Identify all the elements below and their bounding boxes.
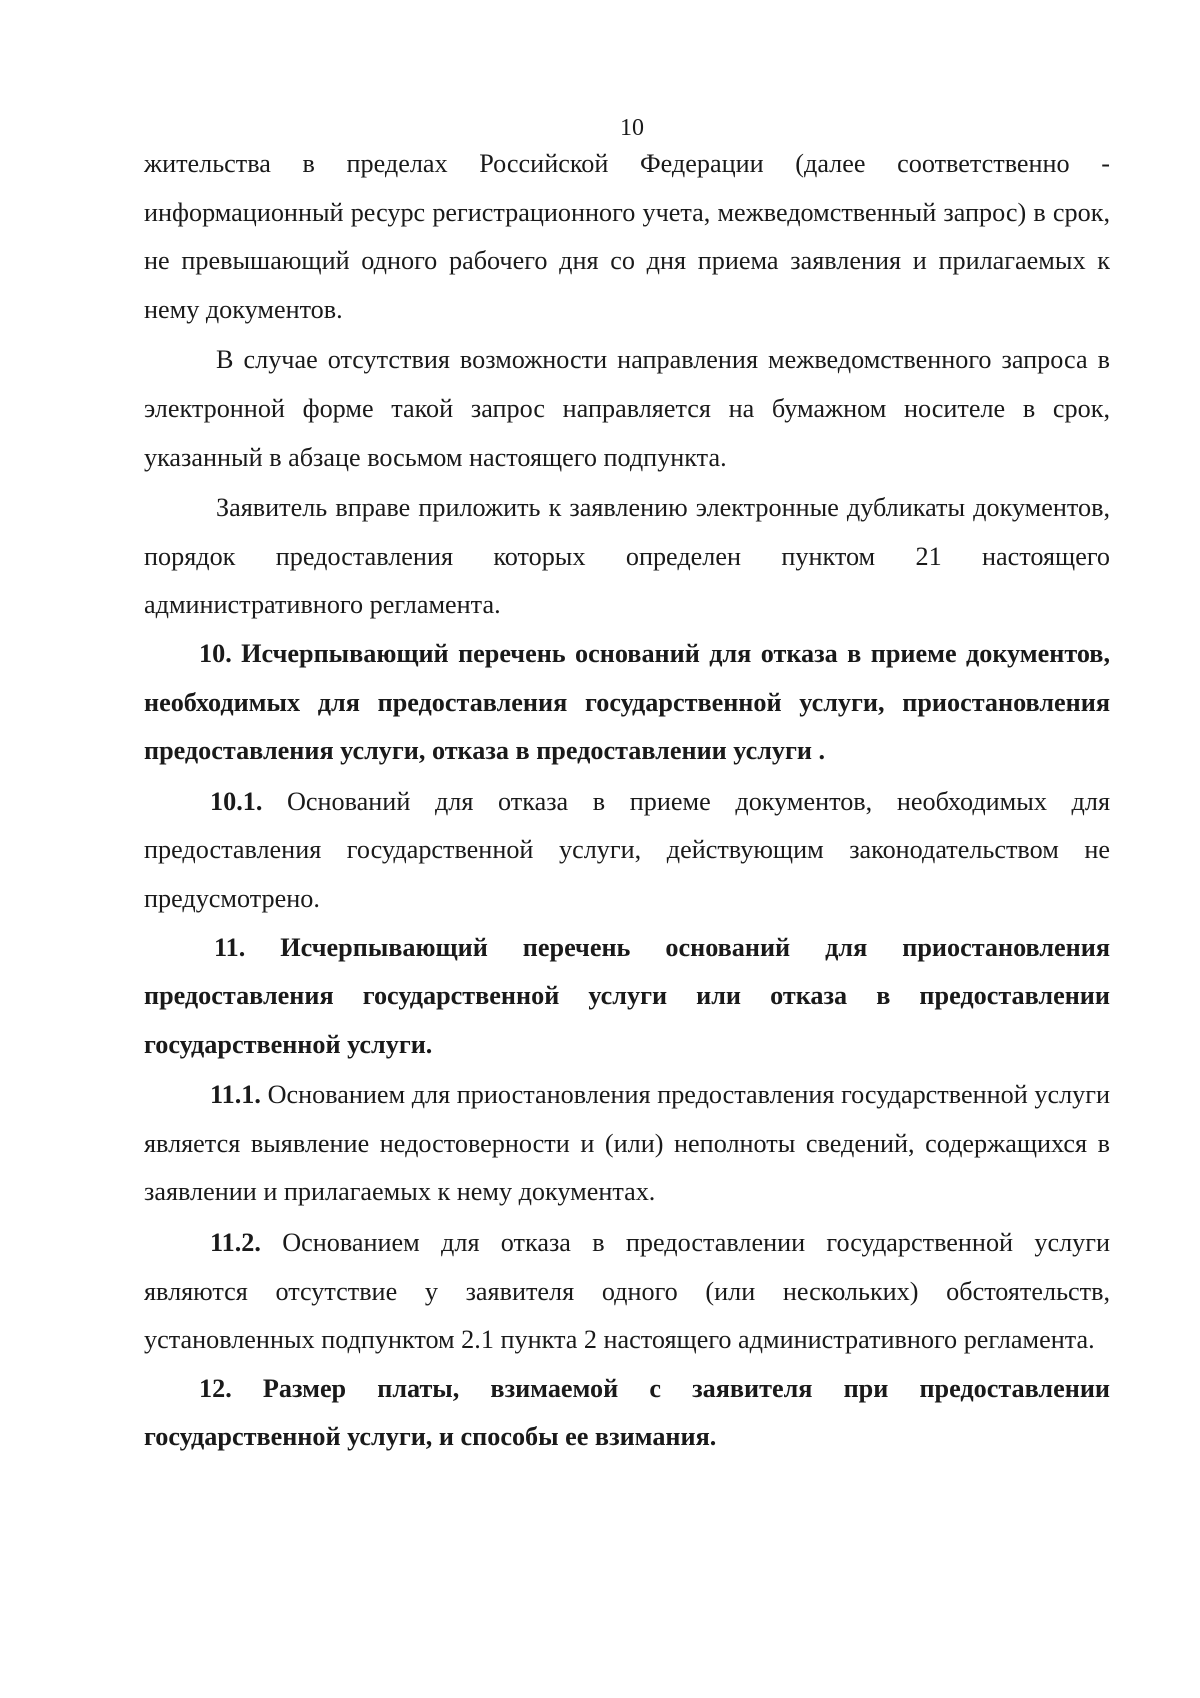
heading-section-11: 11. Исчерпывающий перечень оснований для приостановления предоставления государственной услуги или отказа в предоставлении государственной услуги. — [144, 932, 1110, 1059]
paragraph-10-1 — [144, 778, 1110, 924]
heading-section-12: 12. Размер платы, взимаемой с заявителя при предоставлении государственной услуги, и способы ее взимания. — [144, 1373, 1110, 1452]
paragraph-11-1 — [144, 1071, 1110, 1217]
document-body — [144, 140, 1110, 1462]
item-number-11-1: 11.1. — [210, 1080, 261, 1110]
page-number: 10 — [620, 115, 644, 141]
paragraph-electronic-duplicates: Заявитель вправе приложить к заявлению электронные дубликаты документов, порядок предоставления которых определен пунктом 21 настоящего административного регламента. — [144, 493, 1110, 620]
paragraph-11-2 — [144, 1219, 1110, 1365]
item-number-11-2: 11.2. — [210, 1228, 261, 1258]
item-number-10-1: 10.1. — [210, 786, 263, 816]
paragraph-11-2-text: Основанием для отказа в предоставлении государственной услуги являются отсутствие у заявителя одного (или нескольких) обстоятельств, установленных подпунктом 2.1 пункта 2 настоящего административного регламента. — [144, 1228, 1110, 1355]
heading-section-10: 10. Исчерпывающий перечень оснований для отказа в приеме документов, необходимых для предоставления государственной услуги, приостановления предоставления услуги, отказа в предоставлении услуги . — [144, 638, 1110, 766]
paragraph-11-1-text: Основанием для приостановления предоставления государственной услуги является выявление недостоверности и (или) неполноты сведений, содержащихся в заявлении и прилагаемых к нему документах. — [144, 1080, 1110, 1207]
paragraph-10-1-text: Оснований для отказа в приеме документов, необходимых для предоставления государственной услуги, действующим законодательством не предусмотрено. — [144, 786, 1110, 913]
paragraph-continuation: жительства в пределах Российской Федерации (далее соответственно - информационный ресурс регистрационного учета, межведомственный запрос) в срок, не превышающий одного рабочего дня со дня приема заявления и прилагаемых к нему документов. — [144, 149, 1110, 324]
paragraph-interdepartmental-request: В случае отсутствия возможности направления межведомственного запроса в электронной форме такой запрос направляется на бумажном носителе в срок, указанный в абзаце восьмом настоящего подпункта. — [144, 345, 1110, 472]
